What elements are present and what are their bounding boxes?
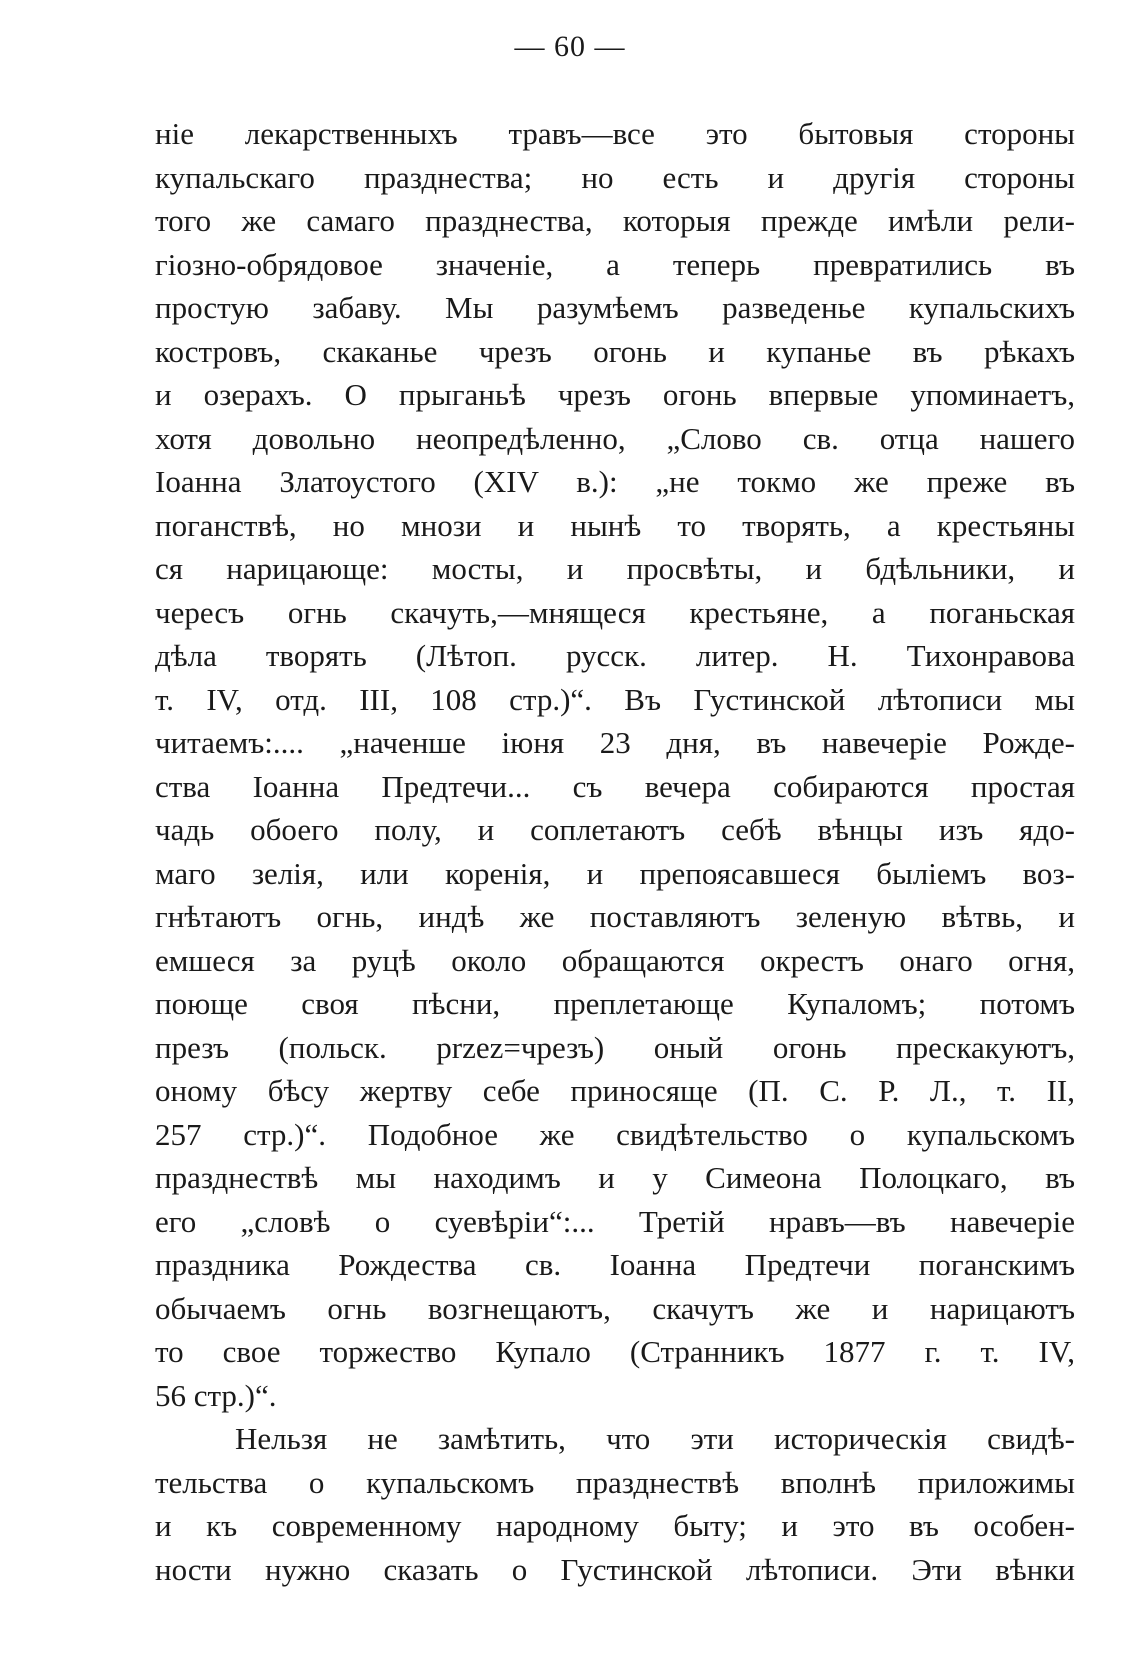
text-line: 56 стр.)“.	[155, 1377, 277, 1413]
text-line: и къ современному народному быту; и это въ особен-	[155, 1508, 1075, 1543]
text-line: ности нужно сказать о Густинской лѣтописи. Эти вѣнки	[155, 1551, 1075, 1587]
text-line: ства Іоанна Предтечи... съ вечера собираются простая	[155, 768, 1075, 804]
text-line: гнѣтаютъ огнь, индѣ же поставляютъ зеленую вѣтвь, и	[155, 899, 1075, 934]
text-line: т. IV, отд. III, 108 стр.)“. Въ Густинской лѣтописи мы	[155, 681, 1075, 717]
text-line: его „словѣ о суевѣріи“:... Третій нравъ—въ навечеріе	[155, 1203, 1075, 1239]
text-line: купальскаго празднества; но есть и другія стороны	[155, 159, 1075, 195]
text-line: читаемъ:.... „наченше іюня 23 дня, въ навечеріе Рожде-	[155, 725, 1075, 760]
text-line: чересъ огнь скачуть,—мнящеся крестьяне, а поганьская	[155, 594, 1075, 630]
text-line: празднествѣ мы находимъ и у Симеона Полоцкаго, въ	[155, 1160, 1075, 1195]
text-line: 257 стр.)“. Подобное же свидѣтельство о купальскомъ	[155, 1116, 1075, 1152]
text-line: ся нарицающе: мосты, и просвѣты, и бдѣльники, и	[155, 551, 1075, 586]
text-line: Нельзя не замѣтить, что эти историческія свидѣ-	[235, 1421, 1075, 1456]
text-line: хотя довольно неопредѣленно, „Слово св. отца нашего	[155, 420, 1075, 456]
text-line: оному бѣсу жертву себе приносяще (П. С. Р. Л., т. II,	[155, 1073, 1075, 1108]
text-line: праздника Рождества св. Іоанна Предтечи поганскимъ	[155, 1247, 1075, 1282]
text-line: обычаемъ огнь возгнещаютъ, скачутъ же и нарицаютъ	[155, 1290, 1075, 1326]
page-number: — 60 —	[514, 30, 626, 63]
text-line: гіозно-обрядовое значеніе, а теперь превратились въ	[155, 246, 1075, 282]
text-line: то свое торжество Купало (Странникъ 1877 г. т. IV,	[155, 1334, 1075, 1369]
text-line: дѣла творять (Лѣтоп. русск. литер. Н. Тихонравова	[155, 638, 1075, 673]
text-line: тельства о купальскомъ празднествѣ вполнѣ приложимы	[155, 1464, 1075, 1500]
text-line: поганствѣ, но мнози и нынѣ то творять, а крестьяны	[155, 507, 1075, 543]
text-line: чадь обоего полу, и соплетаютъ себѣ вѣнцы изъ ядо-	[155, 812, 1075, 847]
text-line: простую забаву. Мы разумѣемъ разведенье купальскихъ	[155, 290, 1075, 325]
text-line: емшеся за руцѣ около обращаются окрестъ онаго огня,	[155, 942, 1075, 978]
text-line: того же самаго празднества, которыя прежде имѣли рели-	[155, 203, 1075, 238]
body-text	[155, 112, 1075, 1591]
text-line: ніе лекарственныхъ травъ—все это бытовыя стороны	[155, 116, 1075, 151]
text-line: костровъ, скаканье чрезъ огонь и купанье въ рѣкахъ	[155, 333, 1075, 369]
text-line: презъ (польск. przez=чрезъ) оный огонь прескакуютъ,	[155, 1029, 1075, 1065]
text-line: поюще своя пѣсни, преплетающе Купаломъ; потомъ	[155, 986, 1075, 1021]
text-line: Іоанна Златоустого (XIV в.): „не токмо же преже въ	[155, 464, 1075, 499]
text-line: маго зелія, или коренія, и препоясавшеся быліемъ воз-	[155, 855, 1075, 891]
text-line: и озерахъ. О прыганьѣ чрезъ огонь впервые упоминаетъ,	[155, 377, 1075, 412]
